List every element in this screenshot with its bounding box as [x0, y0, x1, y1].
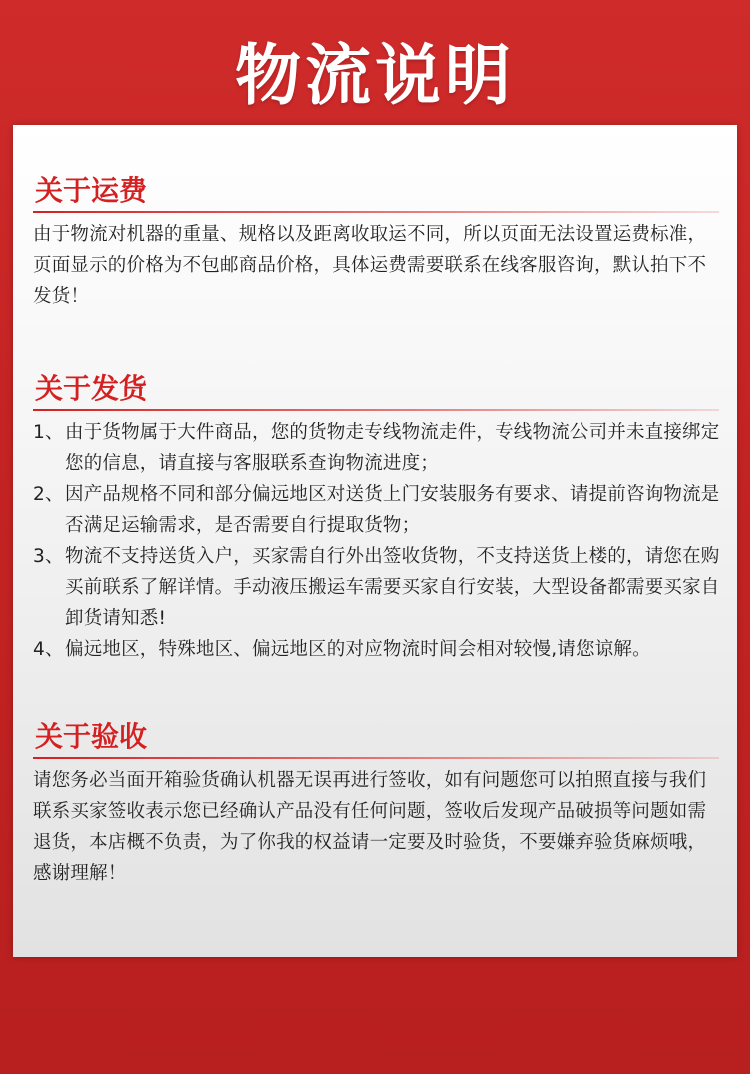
section-divider	[33, 409, 719, 411]
section-body-inspection	[33, 765, 723, 889]
footer-band	[0, 957, 750, 1074]
list-number: 2、	[33, 484, 64, 505]
page-title: 物流说明	[235, 37, 515, 114]
list-number: 4、	[33, 639, 64, 660]
section-shipping-fee	[33, 173, 723, 312]
list-item	[33, 479, 723, 541]
section-inspection	[33, 719, 723, 889]
section-delivery	[33, 371, 723, 665]
section-body-delivery	[33, 417, 723, 665]
section-body-shipping-fee	[33, 219, 723, 312]
inspection-text: 请您务必当面开箱验货确认机器无误再进行签收，如有问题您可以拍照直接与我们联系买家签收表示您已经确认产品没有任何问题，签收后发现产品破损等问题如需退货，本店概不负责，为了你我的权益请一定要及时验货，不要嫌弃验货麻烦哦，感谢理解！	[33, 770, 707, 884]
section-heading-delivery: 关于发货	[35, 372, 148, 405]
shipping-fee-text: 由于物流对机器的重量、规格以及距离收取运不同，所以页面无法设置运费标准，页面显示的价格为不包邮商品价格，具体运费需要联系在线客服咨询，默认拍下不发货！	[33, 224, 707, 307]
list-text: 由于货物属于大件商品，您的货物走专线物流走件，专线物流公司并未直接绑定您的信息，请直接与客服联系查询物流进度；	[65, 422, 720, 474]
list-text: 物流不支持送货入户，买家需自行外出签收货物，不支持送货上楼的，请您在购买前联系了解详情。手动液压搬运车需要买家自行安装，大型设备都需要买家自卸货请知悉!	[65, 546, 720, 629]
section-divider	[33, 757, 719, 759]
list-text: 偏远地区，特殊地区、偏远地区的对应物流时间会相对较慢,请您谅解。	[65, 639, 651, 660]
section-heading-shipping-fee: 关于运费	[35, 174, 148, 207]
section-divider	[33, 211, 719, 213]
list-number: 3、	[33, 546, 64, 567]
list-item	[33, 541, 723, 634]
list-item	[33, 634, 723, 665]
list-item	[33, 417, 723, 479]
list-number: 1、	[33, 422, 64, 443]
section-heading-inspection: 关于验收	[35, 720, 148, 753]
list-text: 因产品规格不同和部分偏远地区对送货上门安装服务有要求、请提前咨询物流是否满足运输需求，是否需要自行提取货物；	[65, 484, 720, 536]
info-panel	[13, 125, 737, 957]
